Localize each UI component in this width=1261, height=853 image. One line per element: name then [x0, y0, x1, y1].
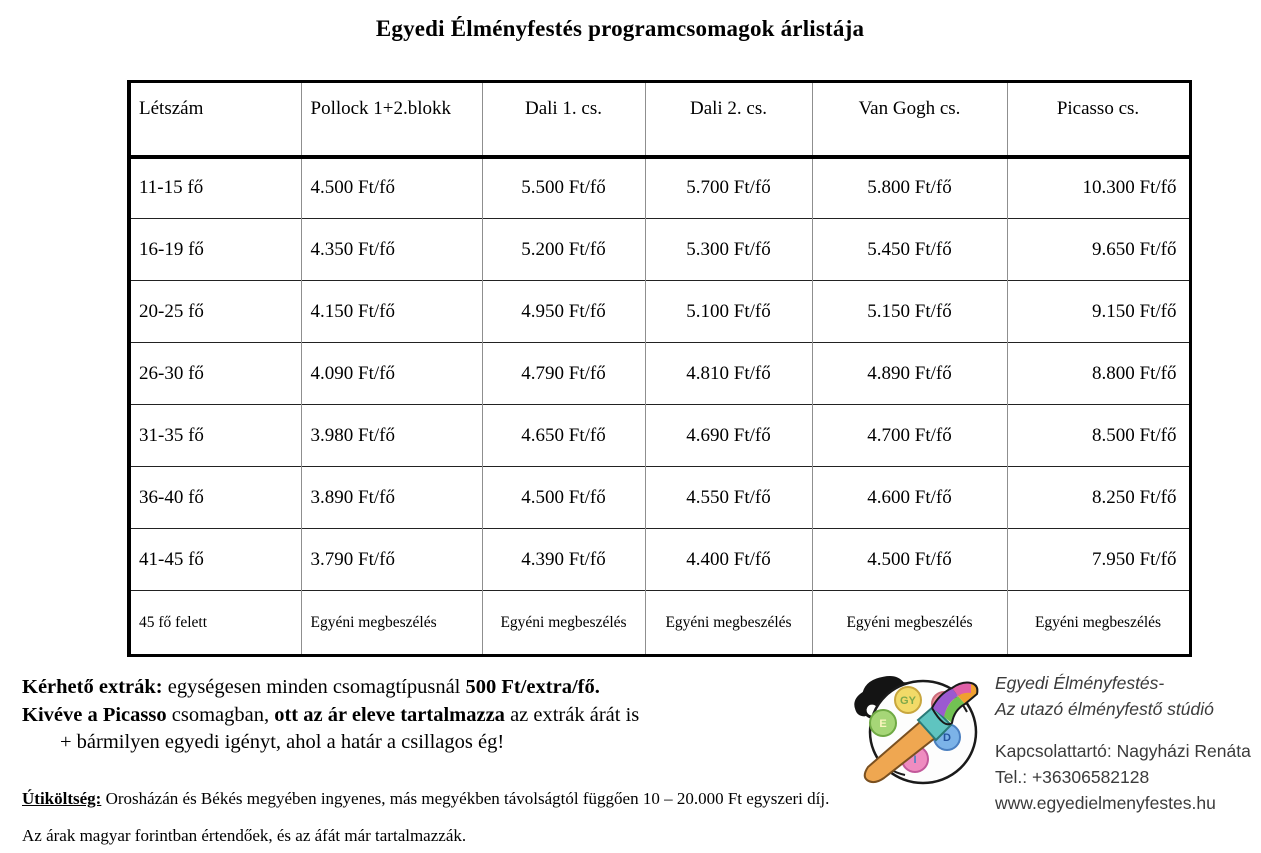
group-size-cell: 36-40 fő: [129, 467, 301, 529]
price-cell: 7.950 Ft/fő: [1007, 529, 1190, 591]
price-cell: 5.700 Ft/fő: [645, 157, 812, 219]
price-cell: 5.500 Ft/fő: [482, 157, 645, 219]
price-cell: 4.500 Ft/fő: [812, 529, 1007, 591]
logo-letter-d: D: [943, 732, 951, 744]
studio-name: Egyedi Élményfestés-: [995, 673, 1165, 693]
contact-website: www.egyedielmenyfestes.hu: [995, 793, 1216, 813]
price-cell: 5.200 Ft/fő: [482, 219, 645, 281]
price-cell: 5.300 Ft/fő: [645, 219, 812, 281]
price-cell: 4.950 Ft/fő: [482, 281, 645, 343]
table-row: [129, 467, 1190, 529]
price-cell: 5.100 Ft/fő: [645, 281, 812, 343]
price-cell: Egyéni megbeszélés: [1007, 591, 1190, 656]
price-cell: 9.650 Ft/fő: [1007, 219, 1190, 281]
group-size-cell: 45 fő felett: [129, 591, 301, 656]
column-header: Létszám: [129, 82, 301, 157]
group-size-cell: 41-45 fő: [129, 529, 301, 591]
extras-note-line1: Kérhető extrák: egységesen minden csomagtípusnál 500 Ft/extra/fő.: [22, 676, 600, 698]
table-row: [129, 157, 1190, 219]
price-cell: 4.650 Ft/fő: [482, 405, 645, 467]
table-row: [129, 591, 1190, 656]
price-cell: 4.390 Ft/fő: [482, 529, 645, 591]
price-cell: 4.550 Ft/fő: [645, 467, 812, 529]
price-table-header: [129, 82, 1190, 157]
contact-person: Kapcsolattartó: Nagyházi Renáta: [995, 741, 1251, 761]
price-cell: 3.890 Ft/fő: [301, 467, 482, 529]
column-header: Dali 1. cs.: [482, 82, 645, 157]
price-cell: 4.790 Ft/fő: [482, 343, 645, 405]
price-cell: 5.800 Ft/fő: [812, 157, 1007, 219]
column-header: Pollock 1+2.blokk: [301, 82, 482, 157]
logo-letter-e2: E: [879, 718, 887, 730]
price-cell: 10.300 Ft/fő: [1007, 157, 1190, 219]
price-cell: 4.690 Ft/fő: [645, 405, 812, 467]
price-cell: 4.150 Ft/fő: [301, 281, 482, 343]
extras-note-line2: Kivéve a Picasso csomagban, ott az ár eleve tartalmazza az extrák árát is: [22, 704, 640, 726]
group-size-cell: 26-30 fő: [129, 343, 301, 405]
logo-letter-i: I: [913, 754, 917, 766]
price-cell: 3.790 Ft/fő: [301, 529, 482, 591]
price-cell: 5.450 Ft/fő: [812, 219, 1007, 281]
price-cell: 4.500 Ft/fő: [482, 467, 645, 529]
page-title: Egyedi Élményfestés programcsomagok árlistája: [375, 16, 865, 41]
price-cell: Egyéni megbeszélés: [645, 591, 812, 656]
column-header: Picasso cs.: [1007, 82, 1190, 157]
price-cell: 5.150 Ft/fő: [812, 281, 1007, 343]
studio-logo: [843, 666, 985, 790]
price-cell: 8.250 Ft/fő: [1007, 467, 1190, 529]
extras-note-line3: + bármilyen egyedi igényt, ahol a határ a csillagos ég!: [60, 731, 505, 753]
price-cell: Egyéni megbeszélés: [482, 591, 645, 656]
logo-letter-gy: GY: [900, 695, 916, 707]
group-size-cell: 20-25 fő: [129, 281, 301, 343]
studio-tagline: Az utazó élményfestő stúdió: [995, 699, 1214, 719]
extras-label: Kérhető extrák:: [22, 676, 163, 698]
group-size-cell: 31-35 fő: [129, 405, 301, 467]
table-row: [129, 281, 1190, 343]
price-cell: 4.500 Ft/fő: [301, 157, 482, 219]
column-header: Van Gogh cs.: [812, 82, 1007, 157]
price-cell: 4.400 Ft/fő: [645, 529, 812, 591]
price-cell: 3.980 Ft/fő: [301, 405, 482, 467]
price-cell: 4.700 Ft/fő: [812, 405, 1007, 467]
travel-cost-label: Útiköltség:: [22, 789, 102, 808]
price-cell: 4.810 Ft/fő: [645, 343, 812, 405]
table-row: [129, 219, 1190, 281]
price-cell: 4.600 Ft/fő: [812, 467, 1007, 529]
header-row: [129, 82, 1190, 157]
price-table-body: [129, 157, 1190, 656]
price-cell: 8.800 Ft/fő: [1007, 343, 1190, 405]
group-size-cell: 16-19 fő: [129, 219, 301, 281]
table-row: [129, 405, 1190, 467]
palette-brush-car-icon: [843, 666, 985, 790]
contact-phone: Tel.: +36306582128: [995, 767, 1150, 787]
price-cell: 9.150 Ft/fő: [1007, 281, 1190, 343]
contact-block: [995, 670, 1251, 816]
price-cell: 4.090 Ft/fő: [301, 343, 482, 405]
column-header: Dali 2. cs.: [645, 82, 812, 157]
group-size-cell: 11-15 fő: [129, 157, 301, 219]
table-row: [129, 529, 1190, 591]
price-cell: 8.500 Ft/fő: [1007, 405, 1190, 467]
table-row: [129, 343, 1190, 405]
price-cell: Egyéni megbeszélés: [812, 591, 1007, 656]
price-cell: 4.350 Ft/fő: [301, 219, 482, 281]
price-table: [127, 80, 1192, 657]
vat-note: Az árak magyar forintban értendőek, és az áfát már tartalmazzák.: [22, 826, 467, 845]
price-cell: 4.890 Ft/fő: [812, 343, 1007, 405]
price-cell: Egyéni megbeszélés: [301, 591, 482, 656]
travel-cost-note: Útiköltség: Orosházán és Békés megyében ingyenes, más megyékben távolságtól függően 10 – 20.000 Ft egyszeri díj.: [22, 789, 830, 808]
